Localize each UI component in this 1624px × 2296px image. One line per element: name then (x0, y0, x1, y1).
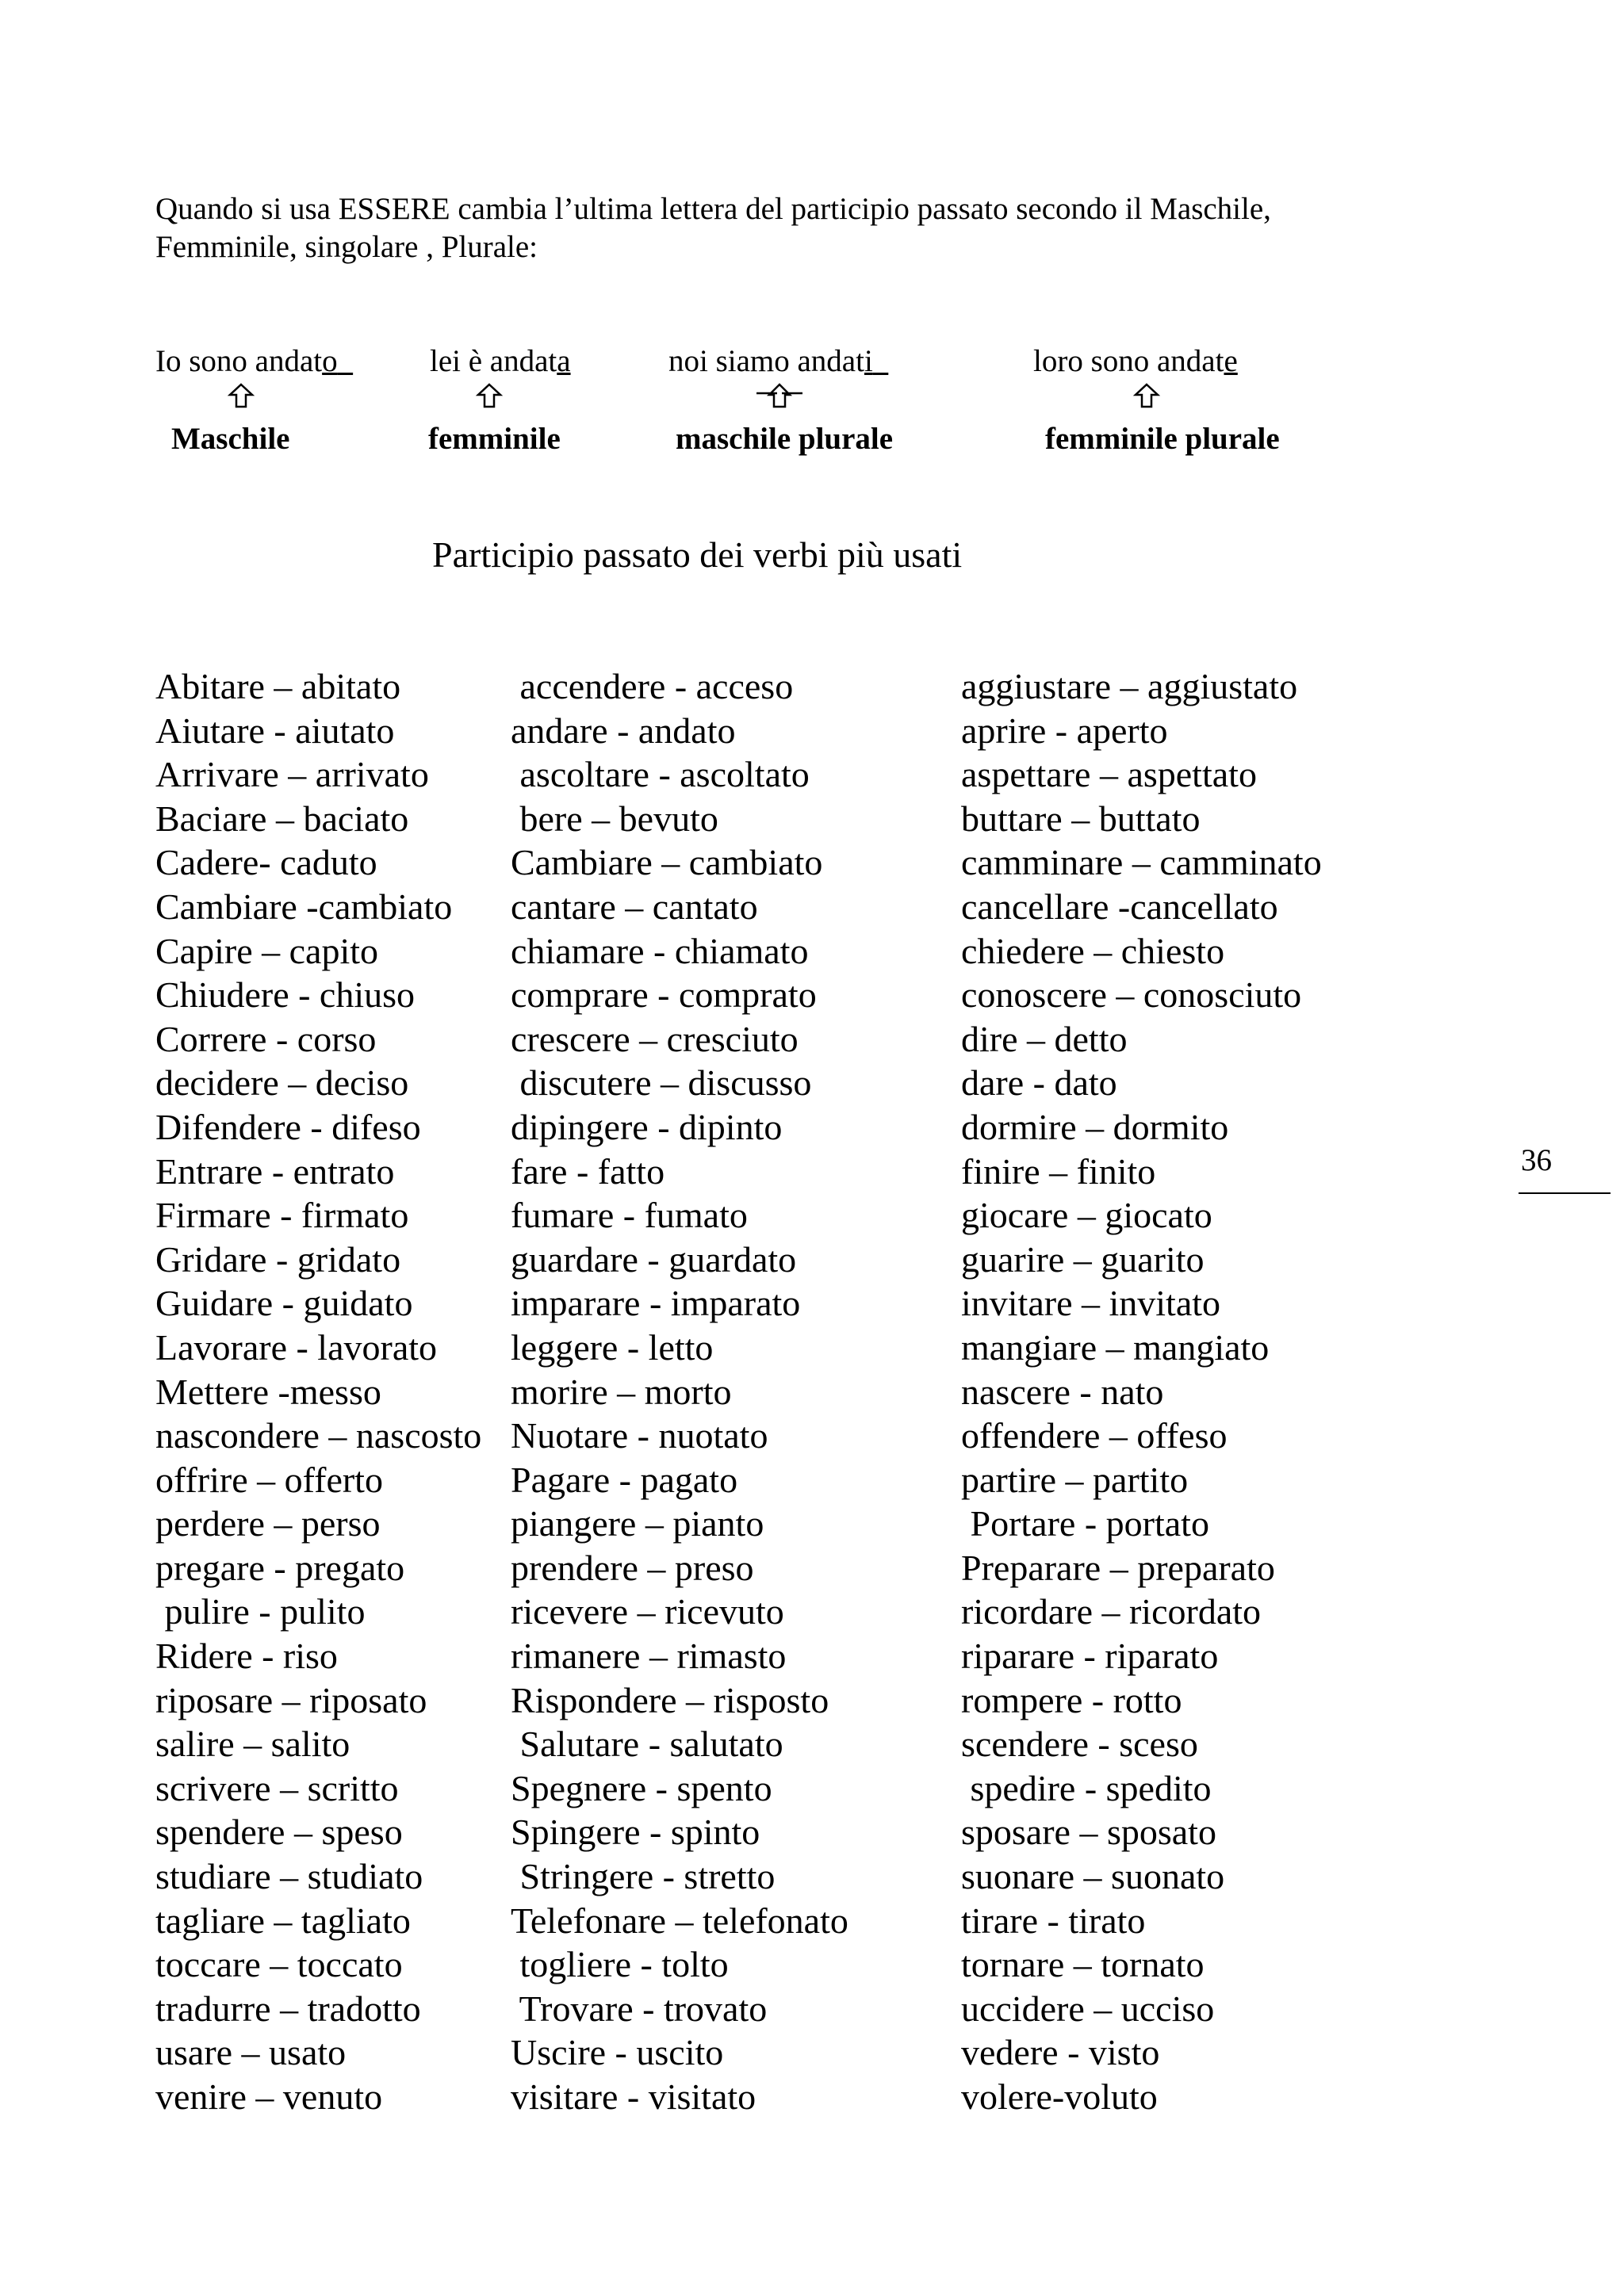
verb-entry: camminare – camminato (961, 842, 1322, 883)
verb-entry: Preparare – preparato (961, 1547, 1275, 1588)
verb-entry: chiedere – chiesto (961, 930, 1225, 971)
gender-label: maschile plurale (676, 422, 894, 456)
verb-entry: guarire – guarito (961, 1238, 1205, 1280)
verb-entry: andare - andato (511, 710, 736, 751)
verb-entry: Aiutare - aiutato (155, 710, 395, 751)
verb-entry: Stringere - stretto (511, 1856, 776, 1897)
verb-entry: riposare – riposato (155, 1679, 427, 1720)
verb-entry: tagliare – tagliato (155, 1900, 411, 1941)
verb-entry: Mettere -messo (155, 1371, 381, 1412)
verb-entry: chiamare - chiamato (511, 930, 809, 971)
verb-entry: finire – finito (961, 1150, 1156, 1192)
example-masculine-plural (668, 342, 888, 381)
verb-entry: Arrivare – arrivato (155, 754, 429, 795)
verb-entry: invitare – invitato (961, 1283, 1221, 1324)
verb-entry: Pagare - pagato (511, 1459, 738, 1500)
verb-entry: spedire - spedito (961, 1767, 1212, 1808)
verb-entry: dipingere - dipinto (511, 1106, 783, 1147)
verb-entry: Spingere - spinto (511, 1812, 760, 1853)
up-arrow-icon (1132, 382, 1161, 409)
example-stem: Io sono andat (155, 344, 323, 378)
verb-entry: nascondere – nascosto (155, 1415, 482, 1456)
verb-entry: visitare - visitato (511, 2076, 756, 2117)
verb-entry: rompere - rotto (961, 1679, 1182, 1720)
example-feminine-singular (430, 342, 571, 381)
verb-entry: Rispondere – risposto (511, 1679, 829, 1720)
verb-entry: conoscere – conosciuto (961, 974, 1302, 1016)
verb-entry: imparare - imparato (511, 1283, 801, 1324)
verb-entry: Salutare - salutato (511, 1724, 783, 1765)
verb-entry: Uscire - uscito (511, 2032, 724, 2073)
verb-entry: Nuotare - nuotato (511, 1415, 768, 1456)
page-number: 36 (1521, 1143, 1552, 1177)
verb-entry: Ridere - riso (155, 1636, 338, 1677)
verb-entry: crescere – cresciuto (511, 1018, 799, 1059)
verb-entry: mangiare – mangiato (961, 1326, 1270, 1368)
gender-label: femminile plurale (1045, 422, 1280, 456)
verb-entry: prendere – preso (511, 1547, 754, 1588)
example-stem: noi siamo andat (668, 344, 864, 378)
verb-entry: piangere – pianto (511, 1503, 764, 1544)
section-title: Participio passato dei verbi più usati (432, 534, 963, 575)
verb-entry: guardare - guardato (511, 1238, 797, 1280)
verb-column-1 (155, 664, 481, 2119)
verb-entry: suonare – suonato (961, 1856, 1225, 1897)
verb-entry: buttare – buttato (961, 798, 1201, 839)
verb-entry: fumare - fumato (511, 1195, 748, 1236)
verb-entry: rimanere – rimasto (511, 1636, 787, 1677)
verb-entry: offendere – offeso (961, 1415, 1228, 1456)
verb-entry: Portare - portato (961, 1503, 1209, 1544)
verb-entry: dare - dato (961, 1062, 1117, 1104)
verb-entry: leggere - letto (511, 1326, 714, 1368)
gender-label: Maschile (171, 422, 290, 456)
example-feminine-plural (1033, 342, 1238, 381)
verb-entry: Baciare – baciato (155, 798, 409, 839)
verb-entry: Lavorare - lavorato (155, 1326, 438, 1368)
verb-entry: sposare – sposato (961, 1812, 1216, 1853)
intro-paragraph: Quando si usa ESSERE cambia l’ultima lettera del participio passato secondo il Maschile, Femminile, singolare , Plurale: (155, 192, 1271, 264)
verb-entry: tirare - tirato (961, 1900, 1146, 1941)
verb-entry: cantare – cantato (511, 886, 758, 927)
example-masculine-singular (155, 342, 353, 381)
up-arrow-icon (475, 382, 504, 409)
verb-entry: volere-voluto (961, 2076, 1158, 2117)
verb-entry: Capire – capito (155, 930, 379, 971)
verb-entry: Cambiare – cambiato (511, 842, 823, 883)
verb-entry: tornare – tornato (961, 1944, 1205, 1985)
verb-column-3 (961, 664, 1322, 2119)
verb-entry: cancellare -cancellato (961, 886, 1278, 927)
verb-entry: bere – bevuto (511, 798, 718, 839)
verb-entry: ricordare – ricordato (961, 1591, 1262, 1632)
verb-column-2 (511, 664, 848, 2119)
verb-entry: perdere – perso (155, 1503, 381, 1544)
verb-entry: Abitare – abitato (155, 666, 401, 706)
verb-entry: spendere – speso (155, 1812, 403, 1853)
verb-entry: comprare - comprato (511, 974, 817, 1016)
verb-entry: nascere - nato (961, 1371, 1164, 1412)
example-ending: e (1224, 344, 1238, 378)
up-arrow-icon (227, 382, 255, 409)
verb-entry: toccare – toccato (155, 1944, 403, 1985)
verb-entry: Trovare - trovato (511, 1988, 768, 2029)
gender-label: femminile (428, 422, 561, 456)
verb-entry: Telefonare – telefonato (511, 1900, 848, 1941)
verb-entry: fare - fatto (511, 1150, 665, 1192)
verb-entry: salire – salito (155, 1724, 350, 1765)
verb-entry: Correre - corso (155, 1018, 377, 1059)
verb-entry: giocare – giocato (961, 1195, 1212, 1236)
verb-entry: Entrare - entrato (155, 1150, 395, 1192)
verb-entry: offrire – offerto (155, 1459, 383, 1500)
example-stem: lei è andat (430, 344, 557, 378)
verb-entry: Spegnere - spento (511, 1767, 772, 1808)
verb-entry: discutere – discusso (511, 1062, 812, 1104)
verb-entry: Cadere- caduto (155, 842, 377, 883)
example-ending: a (557, 344, 571, 378)
verb-entry: Difendere - difeso (155, 1106, 421, 1147)
verb-entry: riparare - riparato (961, 1636, 1219, 1677)
verb-entry: decidere – deciso (155, 1062, 409, 1104)
verb-entry: ricevere – ricevuto (511, 1591, 784, 1632)
verb-entry: uccidere – ucciso (961, 1988, 1215, 2029)
verb-entry: scrivere – scritto (155, 1767, 399, 1808)
verb-entry: aprire - aperto (961, 710, 1168, 751)
verb-entry: dormire – dormito (961, 1106, 1229, 1147)
example-ending: i (864, 344, 873, 378)
verb-entry: partire – partito (961, 1459, 1189, 1500)
example-stem: loro sono andat (1033, 344, 1224, 378)
verb-entry: pregare - pregato (155, 1547, 405, 1588)
page-number-rule (1519, 1192, 1611, 1194)
verb-entry: scendere - sceso (961, 1724, 1198, 1765)
verb-entry: accendere - acceso (511, 666, 794, 706)
verb-entry: togliere - tolto (511, 1944, 729, 1985)
verb-entry: Cambiare -cambiato (155, 886, 453, 927)
verb-entry: venire – venuto (155, 2076, 383, 2117)
verb-entry: studiare – studiato (155, 1856, 423, 1897)
verb-entry: aggiustare – aggiustato (961, 666, 1298, 706)
verb-entry: morire – morto (511, 1371, 732, 1412)
up-arrow-icon (755, 382, 804, 409)
verb-entry: vedere - visto (961, 2032, 1160, 2073)
verb-entry: Chiudere - chiuso (155, 974, 416, 1016)
verb-entry: Gridare - gridato (155, 1238, 401, 1280)
verb-entry: tradurre – tradotto (155, 1988, 421, 2029)
example-ending: o (322, 344, 338, 378)
verb-entry: dire – detto (961, 1018, 1128, 1059)
verb-entry: ascoltare - ascoltato (511, 754, 810, 795)
verb-entry: aspettare – aspettato (961, 754, 1257, 795)
verb-entry: pulire - pulito (155, 1591, 366, 1632)
verb-entry: Firmare - firmato (155, 1195, 409, 1236)
verb-entry: usare – usato (155, 2032, 347, 2073)
verb-entry: Guidare - guidato (155, 1283, 413, 1324)
